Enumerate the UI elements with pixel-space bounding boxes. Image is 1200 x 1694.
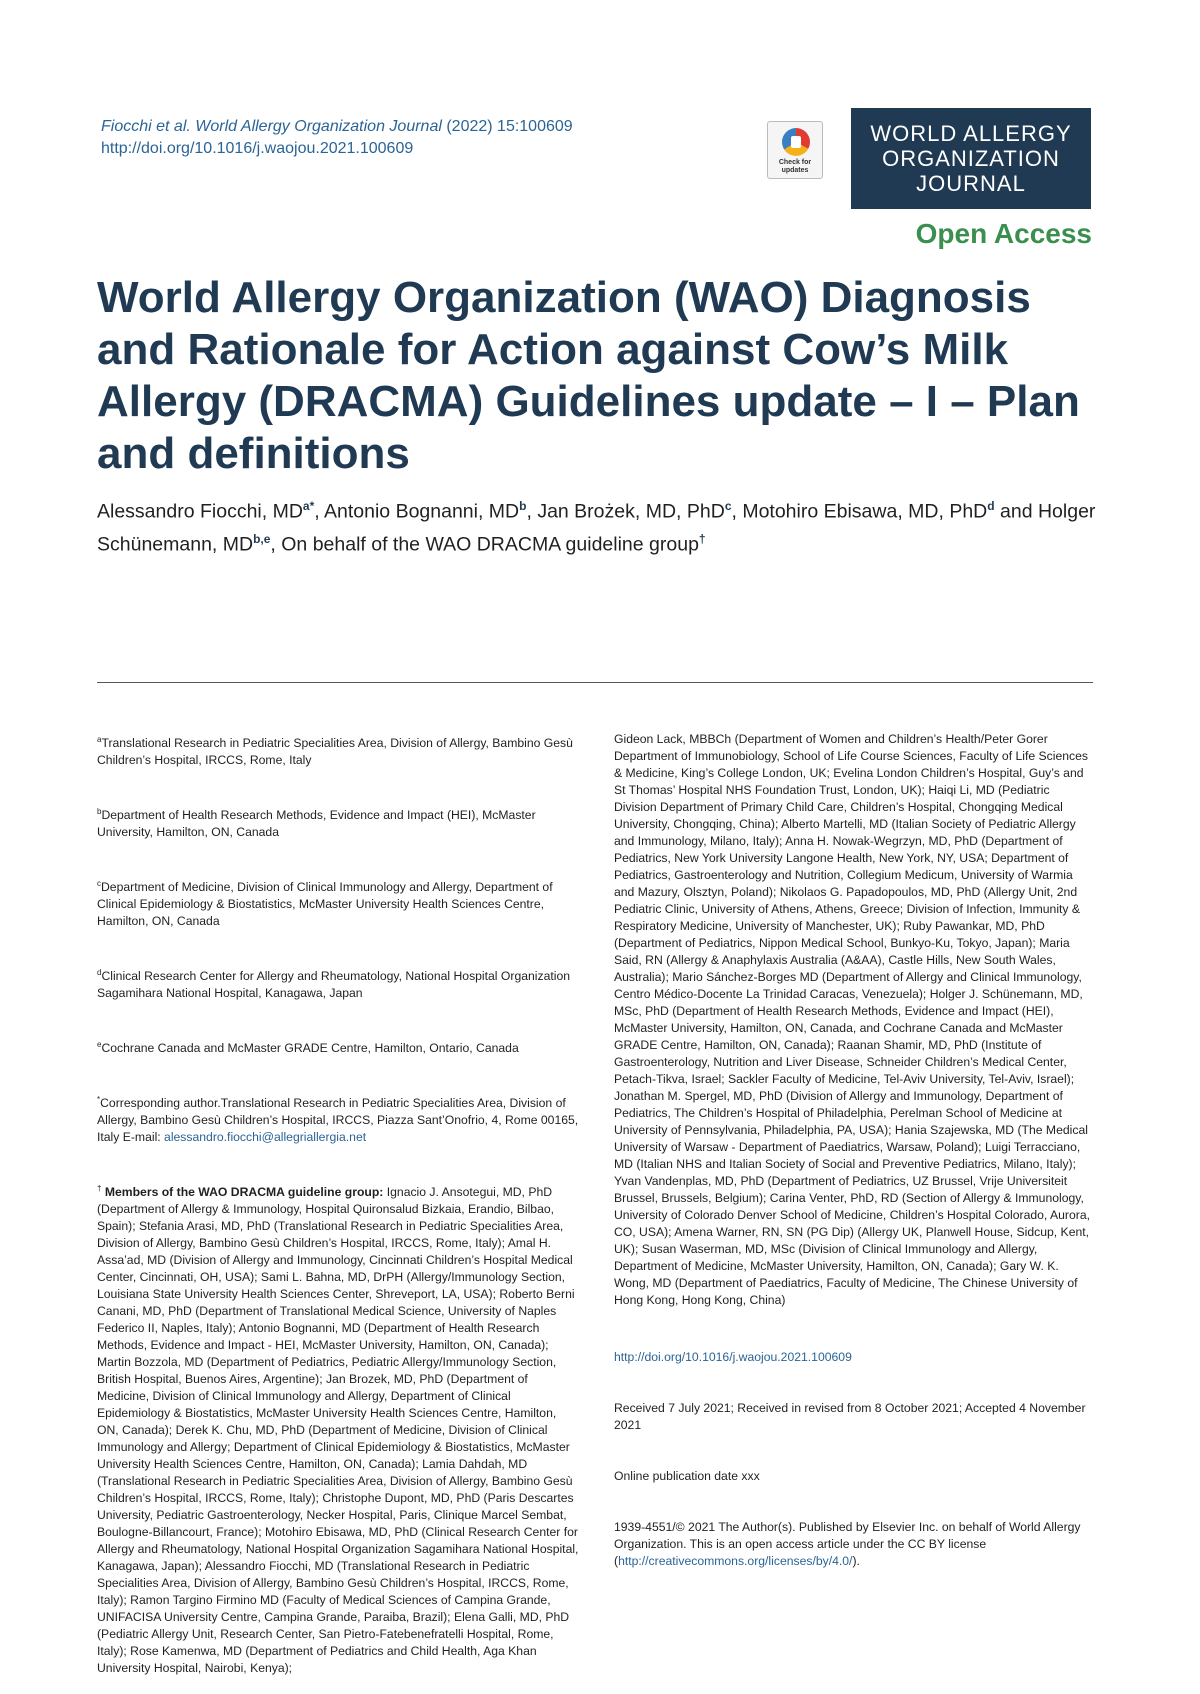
- open-access-label: Open Access: [915, 218, 1092, 249]
- author-list: [97, 493, 1097, 558]
- affiliations-column-left: [97, 697, 582, 1694]
- affiliation-b: $^b$Department of Health Research Methods, Evidence and Impact (HEI), McMaster University, Hamilton, ON, Canada: [97, 807, 540, 840]
- guideline-group-members-continued: Gideon Lack, MBBCh (Department of Women and Children’s Health/Peter Gorer Department of Immunobiology, School of Life Course Sciences, Faculty of Life Sciences & Medicine, King’s College London, UK; Evelina London Children’s Hospital, Guy’s and St Thomas’ Hospital NHS Foundation Trust, London, UK); Haiqi Li, MD (Pediatric Division Department of Primary Child Care, Children’s Hospital, Chongqing Medical University, Chongqing, China); Alberto Martelli, MD (Italian Society of Pediatric Allergy and Immunology, Milano, Italy); Anna H. Nowak-Wegrzyn, MD, PhD (Department of Pediatrics, New York University Langone Health, New York, NY, USA; Department of Pediatrics, Gastroenterology and Nutrition, Collegium Medicum, University of Warmia and Mazury, Olsztyn, Poland); Nikolaos G. Papadopoulos, MD, PhD (Allergy Unit, 2nd Pediatric Clinic, University of Athens, Athens, Greece; Division of Infection, Immunity & Respiratory Medicine, University of Manchester, UK); Ruby Pawankar, MD, PhD (Department of Pediatrics, Nippon Medical School, Bunkyo-Ku, Tokyo, Japan); Maria Said, RN (Allergy & Anaphylaxis Australia (A&AA), Castle Hills, New South Wales, Australia); Mario Sánchez-Borges MD (Department of Allergy and Clinical Immunology, Centro Médico-Docente La Trinidad Caracas, Venezuela); Holger J. Schünemann, MD, MSc, PhD (Department of Health Research Methods, Evidence and Impact (HEI), McMaster University, Hamilton, ON, Canada, and Cochrane Canada and McMaster GRADE Centre, Hamilton, ON, Canada); Raanan Shamir, MD, PhD (Institute of Gastroenterology, Nutrition and Liver Disease, Schneider Children’s Medical Center, Petach-Tikva, Israel; Sackler Faculty of Medicine, Tel-Aviv University, Tel-Aviv, Israel); Jonathan M. Spergel, MD, PhD (Division of Allergy and Immunology, Department of Pediatrics, The Children’s Hospital of Philadelphia, Perelman School of Medicine at University of Pennsylvania, Philadelphia, PA, USA); Hania Szajewska, MD (The Medical University of Warsaw - Department of Paediatrics, Warsaw, Poland); Luigi Terracciano, MD (Italian NHS and Italian Society of Social and Preventive Pediatrics, Milano, Italy); Yvan Vandenplas, MD, PhD (Department of Pediatrics, UZ Brussel, Vrije Universiteit Brussel, Brussels, Belgium); Carina Venter, PhD, RD (Section of Allergy & Immunology, University of Colorado Denver School of Medicine, Children’s Hospital Colorado, Aurora, CO, USA); Amena Warner, RN, SN (PG Dip) (Allergy UK, Planwell House, Sidcup, Kent, UK); Susan Waserman, MD, MSc (Division of Clinical Immunology and Allergy, Department of Medicine, McMaster University, Hamilton, ON, Canada); Gary W. K. Wong, MD (Department of Paediatrics, Faculty of Medicine, The Chinese University of Hong Kong, Hong Kong, China): [614, 732, 1094, 1307]
- author-affiliation-mark[interactable]: c: [724, 499, 732, 513]
- license-statement: 1939-4551/© 2021 The Author(s). Published by Elsevier Inc. on behalf of World Allergy Organization. This is an open access article under the CC BY license (http://creativecommons.org/licenses/by/4.0/).: [614, 1520, 1084, 1568]
- journal-logo: [851, 108, 1091, 209]
- corresponding-author: *Corresponding author.Translational Research in Pediatric Specialities Area, Division of Allergy, Bambino Gesù Children’s Hospital, IRCCS, Piazza Sant’Onofrio, 4, Rome 00165, Italy E-mail: alessandro.fiocchi@allegriallergia.net: [97, 1095, 582, 1145]
- check-for-updates-badge[interactable]: [767, 121, 823, 179]
- author: , Motohiro Ebisawa, MD, PhD: [731, 500, 988, 523]
- section-divider: [97, 682, 1093, 683]
- affiliation-e: $^e$Cochrane Canada and McMaster GRADE Centre, Hamilton, Ontario, Canada: [97, 1040, 519, 1056]
- author-affiliation-mark[interactable]: a*: [302, 499, 315, 513]
- author: and Holger Schünemann, MD: [97, 500, 1096, 555]
- online-publication-date: Online publication date xxx: [614, 1469, 760, 1483]
- journal-logo-line: WORLD ALLERGY: [870, 121, 1072, 146]
- license-link[interactable]: http://creativecommons.org/licenses/by/4.0/: [618, 1554, 853, 1568]
- citation-volume: (2022) 15:100609: [446, 118, 573, 135]
- journal-logo-line: ORGANIZATION: [882, 146, 1060, 171]
- email-link[interactable]: alessandro.fiocchi@allegriallergia.net: [164, 1130, 367, 1145]
- members-label: Members of the WAO DRACMA guideline group:: [104, 1185, 384, 1200]
- author-affiliation-mark[interactable]: b,e: [253, 531, 271, 546]
- article-title: World Allergy Organization (WAO) Diagnosis and Rationale for Action against Cow’s Milk Allergy (DRACMA) Guidelines update – I – Plan and definitions: [97, 273, 1080, 478]
- author-affiliation-mark[interactable]: b: [519, 499, 527, 513]
- journal-logo-line: JOURNAL: [916, 171, 1026, 196]
- affiliations-column-right: [614, 697, 1094, 1587]
- author-affiliation-mark[interactable]: d: [987, 499, 995, 513]
- affiliation-c: $^c$Department of Medicine, Division of Clinical Immunology and Allergy, Department of Clinical Epidemiology & Biostatistics, McMaster University Health Sciences Centre, Hamilton, ON, Canada: [97, 879, 556, 929]
- author: , Jan Brożek, MD, PhD: [526, 500, 725, 523]
- doi-link[interactable]: http://doi.org/10.1016/j.waojou.2021.100609: [101, 140, 414, 157]
- author-affiliation-mark[interactable]: †: [698, 531, 706, 546]
- guideline-group-members: † Members of the WAO DRACMA guideline group: Ignacio J. Ansotegui, MD, PhD (Department of Allergy & Immunology, Hospital Quironsalud Bizkaia, Erandio, Bilbao, Spain); Stefania Arasi, MD, PhD (Translational Research in Pediatric Specialities Area, Division of Allergy, Bambino Gesù Children’s Hospital, IRCCS, Rome, Italy); Amal H. Assa’ad, MD (Division of Allergy and Immunology, Cincinnati Children’s Hospital Medical Center, Cincinnati, OH, USA); Sami L. Bahna, MD, DrPH (Allergy/Immunology Section, Louisiana State University Health Sciences Center, Shreveport, LA, USA); Roberto Berni Canani, MD, PhD (Department of Translational Medical Science, University of Naples Federico II, Naples, Italy); Antonio Bognanni, MD (Department of Health Research Methods, Evidence and Impact - HEI, McMaster University, Hamilton, ON, Canada); Martin Bozzola, MD (Department of Pediatrics, Pediatric Allergy/Immunology Section, British Hospital, Buenos Aires, Argentine); Jan Brozek, MD, PhD (Department of Medicine, Division of Clinical Immunology and Allergy, Department of Clinical Epidemiology & Biostatistics, McMaster University Health Sciences Centre, Hamilton, ON, Canada); Derek K. Chu, MD, PhD (Department of Medicine, Division of Clinical Immunology and Allergy; Department of Clinical Epidemiology & Biostatistics, McMaster University Health Sciences Centre, Hamilton, ON, Canada); Lamia Dahdah, MD (Translational Research in Pediatric Specialities Area, Division of Allergy, Bambino Gesù Children’s Hospital, IRCCS, Rome, Italy); Christophe Dupont, MD, PhD (Paris Descartes University, Pediatric Gastroenterology, Necker Hospital, Paris, Clinique Marcel Sembat, Boulogne-Billancourt, France); Motohiro Ebisawa, MD, PhD (Clinical Research Center for Allergy and Rheumatology, National Hospital Organization Sagamihara National Hospital, Kanagawa, Japan); Alessandro Fiocchi, MD (Translational Research in Pediatric Specialities Area, Division of Allergy, Bambino Gesù Children’s Hospital, IRCCS, Rome, Italy); Ramon Targino Firmino MD (Faculty of Medical Sciences of Campina Grande, UNIFACISA University Centre, Campina Grande, Paraiba, Brazil); Elena Galli, MD, PhD (Pediatric Allergy Unit, Research Center, San Pietro-Fatebenefratelli Hospital, Rome, Italy); Rose Kamenwa, MD (Department of Pediatrics and Child Health, Aga Khan University Hospital, Nairobi, Kenya);: [97, 1184, 582, 1676]
- affiliation-a: $^a$Translational Research in Pediatric Specialities Area, Division of Allergy, Bambino Gesù Children’s Hospital, IRCCS, Rome, Italy: [97, 735, 577, 768]
- citation-header: [101, 116, 573, 160]
- received-dates: Received 7 July 2021; Received in revised from 8 October 2021; Accepted 4 November 2021: [614, 1401, 1089, 1432]
- author: , On behalf of the WAO DRACMA guideline group: [270, 533, 699, 555]
- article-doi-link[interactable]: http://doi.org/10.1016/j.waojou.2021.100609: [614, 1350, 852, 1364]
- author: , Antonio Bognanni, MD: [314, 500, 520, 523]
- citation-journal: World Allergy Organization Journal: [195, 118, 442, 135]
- citation-authors: Fiocchi et al.: [101, 118, 191, 135]
- author: Alessandro Fiocchi, MD: [97, 500, 303, 523]
- crossmark-label: Check for updates: [778, 159, 812, 174]
- crossmark-icon: [782, 128, 810, 156]
- article-doi: [614, 1349, 1094, 1366]
- affiliation-d: $^d$Clinical Research Center for Allergy and Rheumatology, National Hospital Organization Sagamihara National Hospital, Kanagawa, Japan: [97, 968, 574, 1001]
